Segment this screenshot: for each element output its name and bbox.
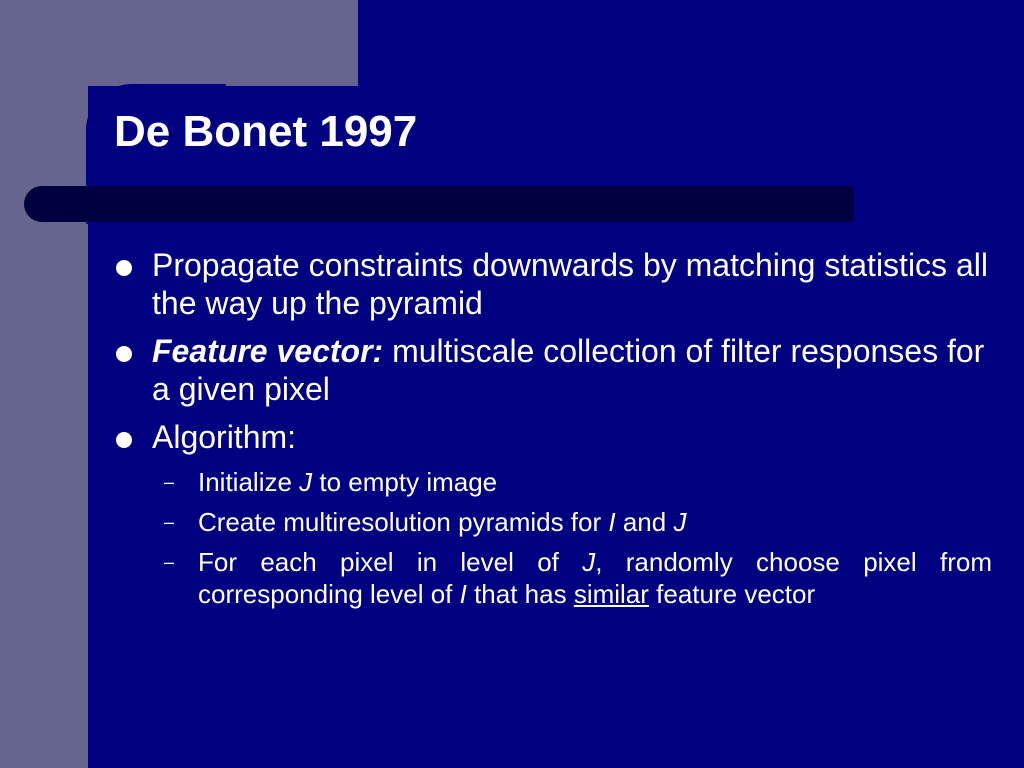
bullet-item: [116, 418, 992, 456]
sub-text: feature vector: [648, 579, 816, 609]
bullet-icon: [116, 346, 132, 362]
variable-j: J: [299, 467, 313, 497]
sub-text: to empty image: [312, 467, 498, 497]
slide-content: [116, 246, 992, 618]
variable-j: J: [673, 507, 687, 537]
sub-bullet-item: [116, 506, 992, 538]
sub-text: Create multiresolution pyramids for: [198, 507, 609, 537]
dash-icon: –: [164, 512, 175, 532]
bullet-item: [116, 246, 992, 322]
bullet-text: multiscale collection of filter responses for a given pixel: [152, 333, 985, 407]
title-divider-bar: [24, 186, 854, 222]
bullet-item: [116, 332, 992, 408]
bullet-term: Feature vector:: [152, 333, 384, 369]
bullet-icon: [116, 432, 132, 448]
slide-title: De Bonet 1997: [114, 107, 418, 156]
sub-text: , randomly choose pixel from corresponding level of: [198, 547, 992, 609]
top-accent-block: [0, 0, 358, 86]
bullet-text: Propagate constraints downwards by matching statistics all the way up the pyramid: [152, 247, 988, 321]
sub-text: For each pixel in level of: [198, 547, 583, 577]
bullet-icon: [116, 260, 132, 276]
sub-text: Initialize: [198, 467, 300, 497]
similar-word: similar: [573, 579, 649, 609]
dash-icon: –: [164, 472, 175, 492]
variable-i: I: [459, 579, 467, 609]
variable-j: J: [582, 547, 596, 577]
dash-icon: –: [164, 552, 175, 572]
sub-bullet-item: [116, 546, 992, 610]
left-accent-strip: [0, 0, 88, 768]
sub-bullet-item: [116, 466, 992, 498]
variable-i: I: [608, 507, 616, 537]
bullet-text: Algorithm:: [152, 419, 297, 455]
sub-text: that has: [466, 579, 574, 609]
sub-text: and: [615, 507, 674, 537]
